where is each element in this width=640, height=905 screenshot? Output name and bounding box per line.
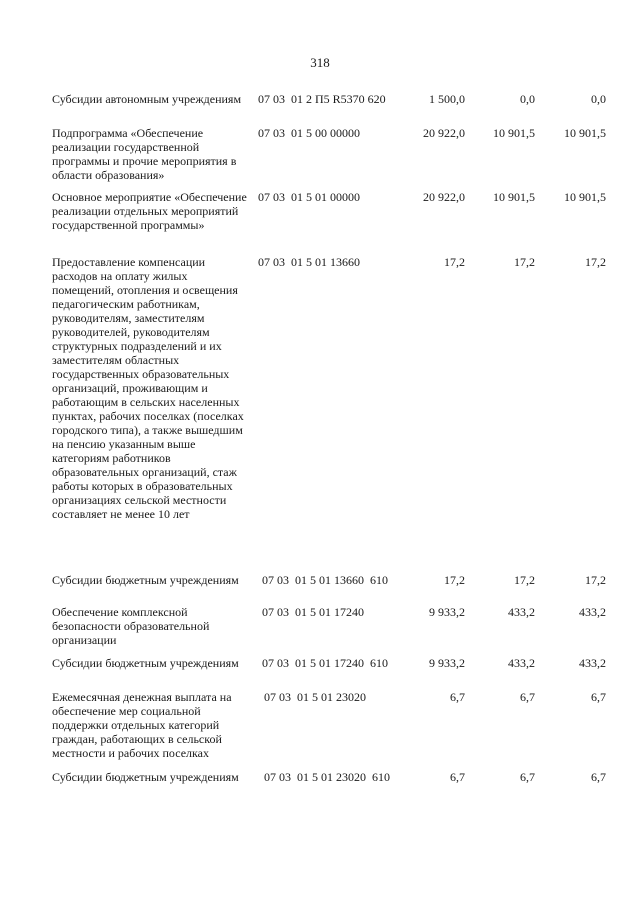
row-amount-1: 9 933,2 (429, 605, 465, 619)
row-code: 07 03 01 5 01 00000 (258, 190, 360, 204)
row-amount-2: 433,2 (508, 656, 535, 670)
row-amount-1: 17,2 (444, 573, 465, 587)
row-amount-3: 10 901,5 (564, 126, 606, 140)
page-number: 318 (310, 55, 330, 70)
row-amount-2: 0,0 (520, 92, 535, 106)
row-name: Основное мероприятие «Обеспечение реализации отдельных мероприятий государственной программы» (52, 190, 247, 232)
row-name: Ежемесячная денежная выплата на обеспечение мер социальной поддержки отдельных категорий граждан, работающих в сельской местности и рабочих поселках (52, 690, 232, 760)
row-amount-1: 20 922,0 (423, 190, 465, 204)
row-amount-3: 10 901,5 (564, 190, 606, 204)
row-name: Субсидии бюджетным учреждениям (52, 770, 239, 784)
row-amount-3: 433,2 (579, 656, 606, 670)
row-name: Предоставление компенсации расходов на оплату жилых помещений, отопления и освещения педагогическим работникам, руководителям, заместителям руководителей, руководителям структурных подразделений и их заместителям областных государственных образовательных организаций, проживающим и работающим в сельских населенных пунктах, рабочих поселках (поселках городского типа), а также вышедшим на пенсию указанным выше категориям работников образовательных организаций, стаж работы которых в образовательных организациях сельской местности составляет не менее 10 лет (52, 255, 244, 521)
row-amount-2: 10 901,5 (493, 126, 535, 140)
row-amount-3: 0,0 (591, 92, 606, 106)
row-name: Субсидии бюджетным учреждениям (52, 573, 239, 587)
row-amount-2: 6,7 (520, 690, 535, 704)
row-amount-1: 20 922,0 (423, 126, 465, 140)
row-amount-1: 9 933,2 (429, 656, 465, 670)
row-amount-2: 17,2 (514, 255, 535, 269)
row-code: 07 03 01 5 01 23020 610 (264, 770, 390, 784)
row-amount-1: 6,7 (450, 770, 465, 784)
row-amount-3: 6,7 (591, 770, 606, 784)
row-amount-1: 1 500,0 (429, 92, 465, 106)
row-code: 07 03 01 5 00 00000 (258, 126, 360, 140)
row-amount-2: 6,7 (520, 770, 535, 784)
row-code: 07 03 01 5 01 17240 (262, 605, 364, 619)
row-amount-1: 17,2 (444, 255, 465, 269)
row-name: Субсидии автономным учреждениям (52, 92, 242, 106)
row-amount-3: 17,2 (585, 255, 606, 269)
row-amount-1: 6,7 (450, 690, 465, 704)
row-amount-3: 17,2 (585, 573, 606, 587)
row-code: 07 03 01 5 01 13660 610 (262, 573, 388, 587)
row-name: Подпрограмма «Обеспечение реализации государственной программы и прочие мероприятия в области образования» (52, 126, 237, 182)
row-amount-2: 17,2 (514, 573, 535, 587)
row-name: Обеспечение комплексной безопасности образовательной организации (52, 605, 210, 647)
row-amount-3: 6,7 (591, 690, 606, 704)
row-code: 07 03 01 5 01 13660 (258, 255, 360, 269)
row-code: 07 03 01 5 01 23020 (264, 690, 366, 704)
row-name: Субсидии бюджетным учреждениям (52, 656, 239, 670)
row-amount-2: 433,2 (508, 605, 535, 619)
row-code: 07 03 01 2 П5 R5370 620 (258, 92, 386, 106)
row-amount-2: 10 901,5 (493, 190, 535, 204)
row-code: 07 03 01 5 01 17240 610 (262, 656, 388, 670)
row-amount-3: 433,2 (579, 605, 606, 619)
